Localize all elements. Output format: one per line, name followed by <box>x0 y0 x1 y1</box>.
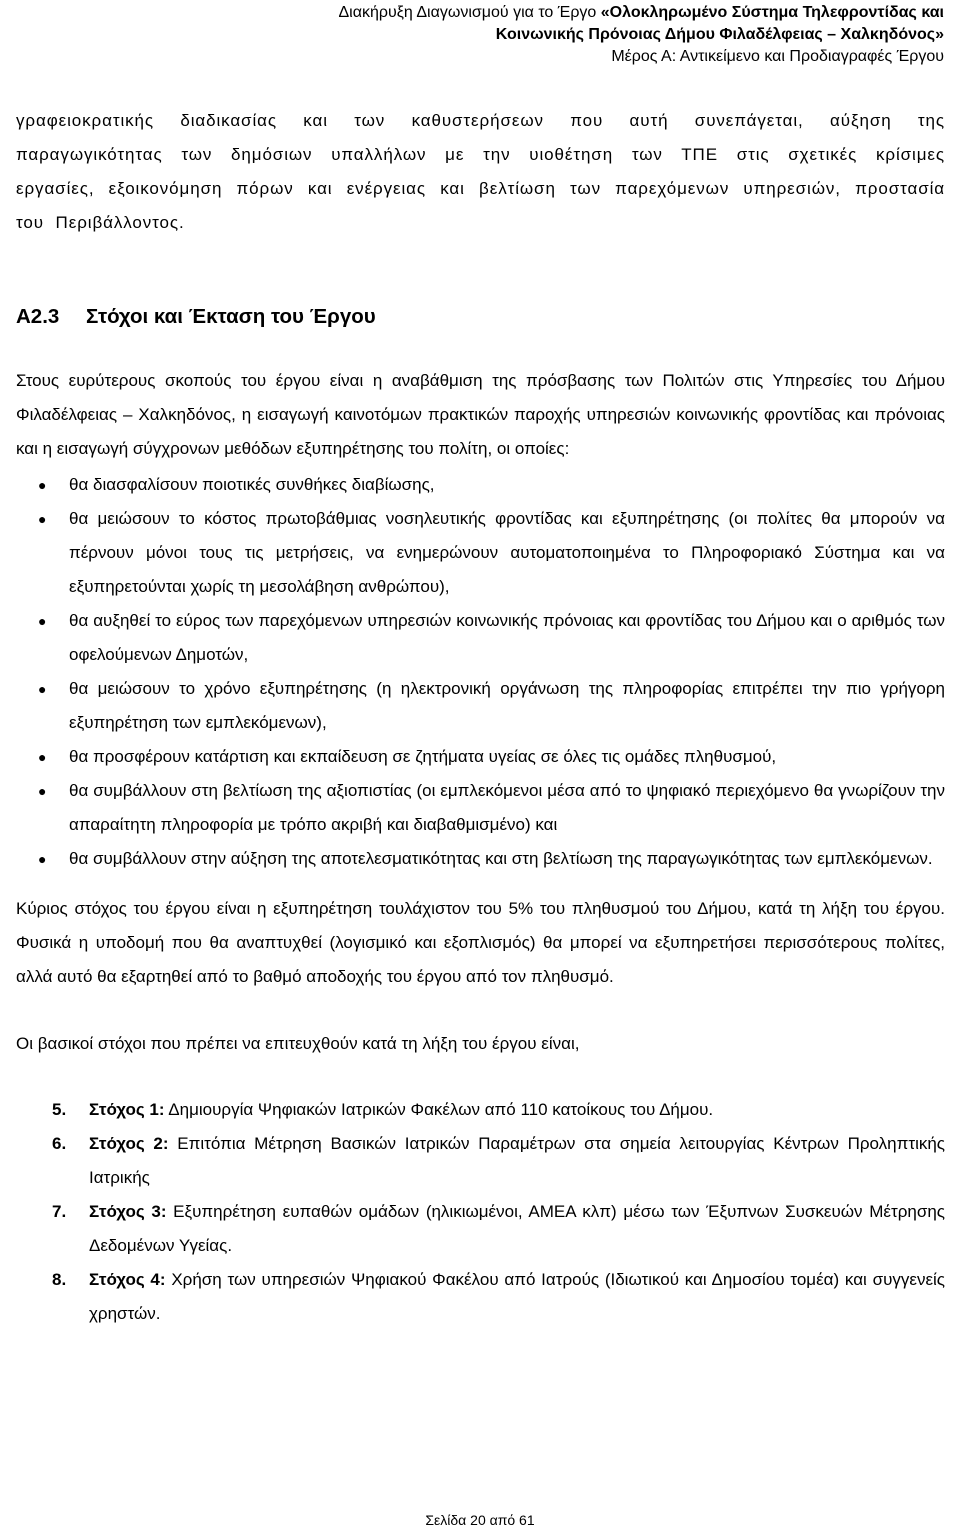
main-goal-paragraph: Κύριος στόχος του έργου είναι η εξυπηρέτηση τουλάχιστον του 5% του πληθυσμού του Δήμου, κατά τη λήξη του έργου. Φυσικά η υποδομή που θα αναπτυχθεί (λογισμικό και εξοπλισμός) θα μπορεί να εξυπηρετήσει περισσότερους πολίτες, αλλά αυτό θα εξαρτηθεί από το βαθμό αποδοχής του έργου από τον πληθυσμό. <box>16 899 945 986</box>
goal-item <box>16 1093 945 1127</box>
section-title: Στόχοι και Έκταση του Έργου <box>86 305 376 328</box>
list-item: ● θα μειώσουν το χρόνο εξυπηρέτησης (η ηλεκτρονική οργάνωση της πληροφορίας επιτρέπει την πιο γρήγορη εξυπηρέτηση των εμπλεκόμενων), <box>16 672 945 740</box>
goal-text: Εξυπηρέτηση ευπαθών ομάδων (ηλικιωμένοι, ΑΜΕΑ κλπ) μέσω των Έξυπνων Συσκευών Μέτρησης Δεδομένων Υγείας. <box>89 1202 945 1255</box>
intro-paragraph: γραφειοκρατικής διαδικασίας και των καθυστερήσεων που αυτή συνεπάγεται, αύξηση της παραγωγικότητας των δημόσιων υπαλλήλων με την υιοθέτηση των ΤΠΕ στις σχετικές κρίσιμες εργασίες, εξοικονόμηση πόρων και ενέργειας και βελτίωση των παρεχόμενων υπηρεσιών, προστασία του Περιβάλλοντος. <box>16 111 945 232</box>
page-number-footer: Σελίδα 20 από 61 <box>425 1512 535 1528</box>
goal-number: 5. <box>52 1100 67 1119</box>
bullet-icon: ● <box>38 477 47 493</box>
goal-number: 7. <box>52 1202 67 1221</box>
bullet-icon: ● <box>38 749 47 765</box>
bullet-icon: ● <box>38 851 47 867</box>
goal-item <box>16 1127 945 1195</box>
list-item: ● θα αυξηθεί το εύρος των παρεχόμενων υπηρεσιών κοινωνικής πρόνοιας και φροντίδας του Δήμου και ο αριθμός των οφελούμενων Δημοτών, <box>16 604 945 672</box>
goal-text: Επιτόπια Μέτρηση Βασικών Ιατρικών Παραμέτρων στα σημεία λειτουργίας Κέντρων Προληπτικής Ιατρικής <box>89 1134 945 1187</box>
goals-list <box>16 1093 945 1331</box>
bullet-icon: ● <box>38 613 47 629</box>
header-line-2: Κοινωνικής Πρόνοιας Δήμου Φιλαδέλφειας – Χαλκηδόνος» <box>495 26 944 43</box>
goal-label: Στόχος 4: <box>89 1270 166 1289</box>
objectives-list <box>16 468 945 876</box>
goal-number: 6. <box>52 1134 67 1153</box>
section-heading <box>16 303 945 331</box>
bullet-icon: ● <box>38 511 47 527</box>
goal-label: Στόχος 2: <box>89 1134 169 1153</box>
section-number: Α2.3 <box>16 305 60 328</box>
goal-number: 8. <box>52 1270 67 1289</box>
list-item: ● θα διασφαλίσουν ποιοτικές συνθήκες διαβίωσης, <box>16 468 945 502</box>
goal-label: Στόχος 1: <box>89 1100 165 1119</box>
goal-item <box>16 1195 945 1263</box>
goals-intro: Οι βασικοί στόχοι που πρέπει να επιτευχθούν κατά τη λήξη του έργου είναι, <box>16 1034 580 1053</box>
goal-text: Χρήση των υπηρεσιών Ψηφιακού Φακέλου από Ιατρούς (Ιδιωτικού και Δημοσίου τομέα) και συγγενείς χρηστών. <box>89 1270 945 1323</box>
document-body <box>16 104 945 1331</box>
bullet-icon: ● <box>38 681 47 697</box>
bullet-icon: ● <box>38 783 47 799</box>
list-item: ● θα συμβάλλουν στη βελτίωση της αξιοπιστίας (οι εμπλεκόμενοι μέσα από το ψηφιακό περιεχόμενο θα γνωρίζουν την απαραίτητη πληροφορία με τρόπο ακριβή και διαβαθμισμένο) και <box>16 774 945 842</box>
list-item: ● θα προσφέρουν κατάρτιση και εκπαίδευση σε ζητήματα υγείας σε όλες τις ομάδες πληθυσμού, <box>16 740 945 774</box>
objectives-intro: Στους ευρύτερους σκοπούς του έργου είναι η αναβάθμιση της πρόσβασης των Πολιτών στις Υπηρεσίες του Δήμου Φιλαδέλφειας – Χαλκηδόνος, η εισαγωγή καινοτόμων πρακτικών παροχής υπηρεσιών κοινωνικής φροντίδας και πρόνοιας και η εισαγωγή σύγχρονων μεθόδων εξυπηρέτησης του πολίτη, οι οποίες: <box>16 371 945 458</box>
list-item: ● θα συμβάλλουν στην αύξηση της αποτελεσματικότητας και στη βελτίωση της παραγωγικότητας των εμπλεκόμενων. <box>16 842 945 876</box>
header-line-1: Διακήρυξη Διαγωνισμού για το Έργο «Ολοκληρωμένο Σύστημα Τηλεφροντίδας και <box>338 4 944 21</box>
goal-text: Δημιουργία Ψηφιακών Ιατρικών Φακέλων από 110 κατοίκους του Δήμου. <box>164 1100 714 1119</box>
header-line-3: Μέρος Α: Αντικείμενο και Προδιαγραφές Έργου <box>611 48 944 65</box>
goal-label: Στόχος 3: <box>89 1202 167 1221</box>
page-header <box>338 0 944 68</box>
list-item: ● θα μειώσουν το κόστος πρωτοβάθμιας νοσηλευτικής φροντίδας και εξυπηρέτησης (οι πολίτες θα μπορούν να πέρνουν μόνοι τους τις μετρήσεις, να ενημερώνουν αυτοματοποιημένα το Πληροφοριακό Σύστημα και να εξυπηρετούνται χωρίς τη μεσολάβηση ανθρώπου), <box>16 502 945 604</box>
goal-item <box>16 1263 945 1331</box>
